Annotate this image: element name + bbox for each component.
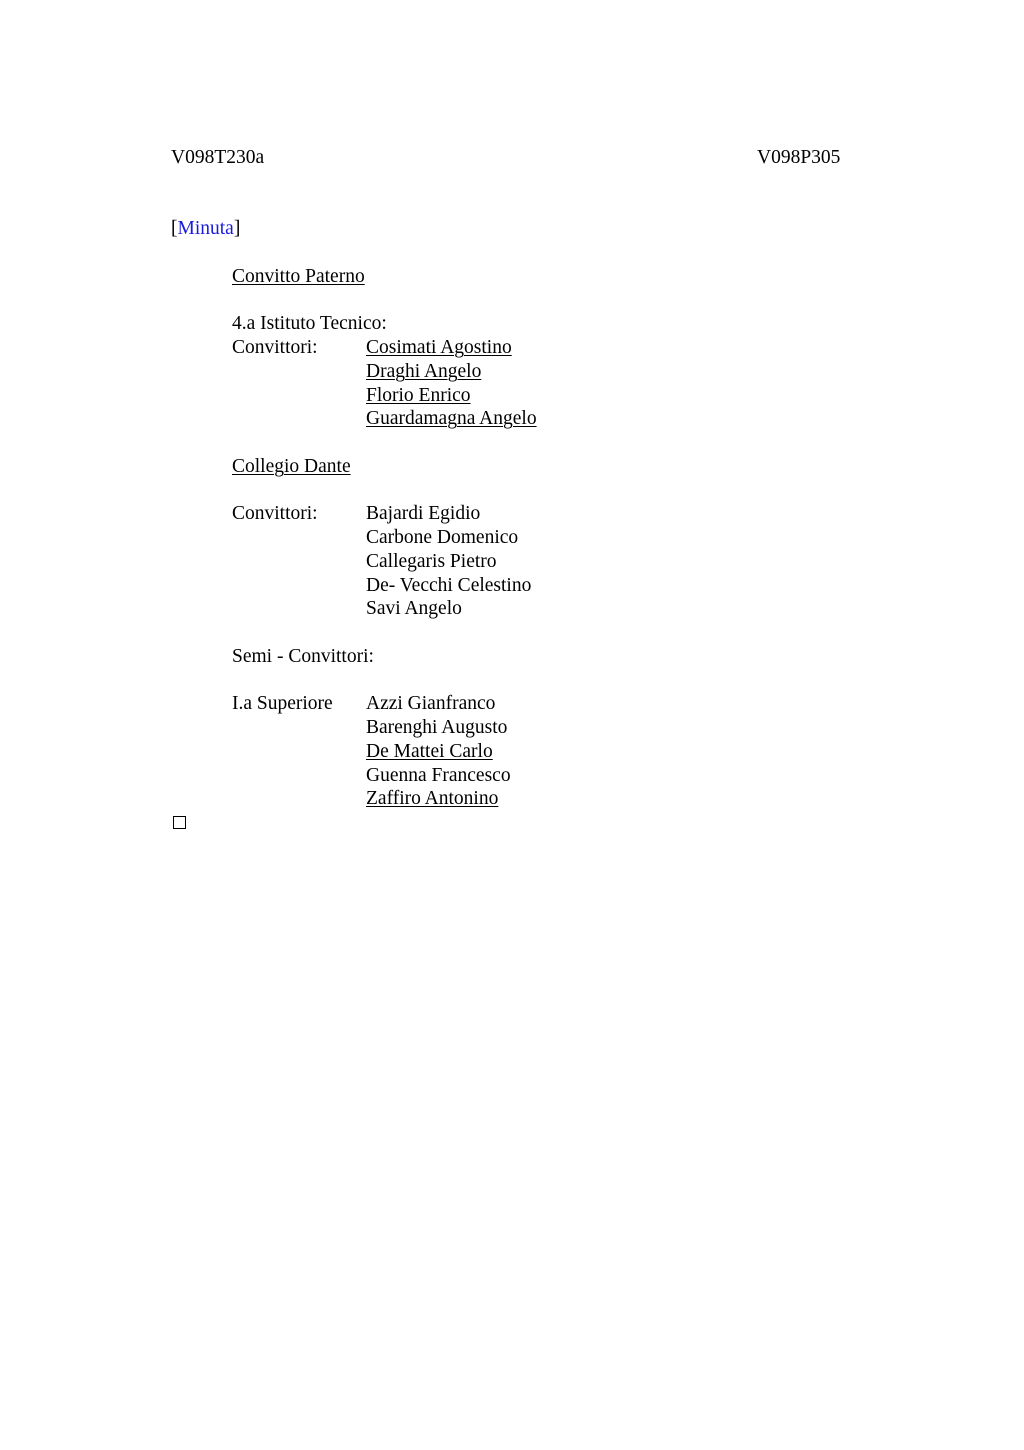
list-item: Draghi Angelo bbox=[366, 361, 482, 382]
section-title-semi-convittori: Semi - Convittori: bbox=[232, 646, 374, 667]
list-item: Cosimati Agostino bbox=[366, 337, 512, 358]
list-item: Zaffiro Antonino bbox=[366, 788, 499, 809]
document-code-right: V098P305 bbox=[757, 147, 841, 168]
list-item: Barenghi Augusto bbox=[366, 717, 508, 738]
open-bracket: [ bbox=[171, 218, 178, 239]
list-item: Azzi Gianfranco bbox=[366, 693, 496, 714]
class-label-istituto-tecnico: 4.a Istituto Tecnico: bbox=[232, 313, 387, 334]
list-item: Florio Enrico bbox=[366, 385, 471, 406]
checkbox-icon bbox=[173, 816, 186, 829]
list-item: Savi Angelo bbox=[366, 598, 462, 619]
list-item: Guenna Francesco bbox=[366, 765, 511, 786]
list-item: De Mattei Carlo bbox=[366, 741, 493, 762]
row-label-superiore: I.a Superiore bbox=[232, 693, 333, 714]
list-item: Bajardi Egidio bbox=[366, 503, 481, 524]
list-item: De- Vecchi Celestino bbox=[366, 575, 532, 596]
minuta-heading bbox=[171, 217, 240, 241]
minuta-link[interactable]: Minuta bbox=[177, 218, 234, 239]
row-label-convittori: Convittori: bbox=[232, 503, 318, 524]
close-bracket: ] bbox=[233, 218, 241, 239]
document-code-left: V098T230a bbox=[171, 147, 265, 168]
section-title-collegio-dante: Collegio Dante bbox=[232, 456, 351, 477]
section-title-convitto-paterno: Convitto Paterno bbox=[232, 266, 365, 287]
row-label-convittori: Convittori: bbox=[232, 337, 318, 358]
list-item: Callegaris Pietro bbox=[366, 551, 497, 572]
list-item: Guardamagna Angelo bbox=[366, 408, 537, 429]
list-item: Carbone Domenico bbox=[366, 527, 519, 548]
